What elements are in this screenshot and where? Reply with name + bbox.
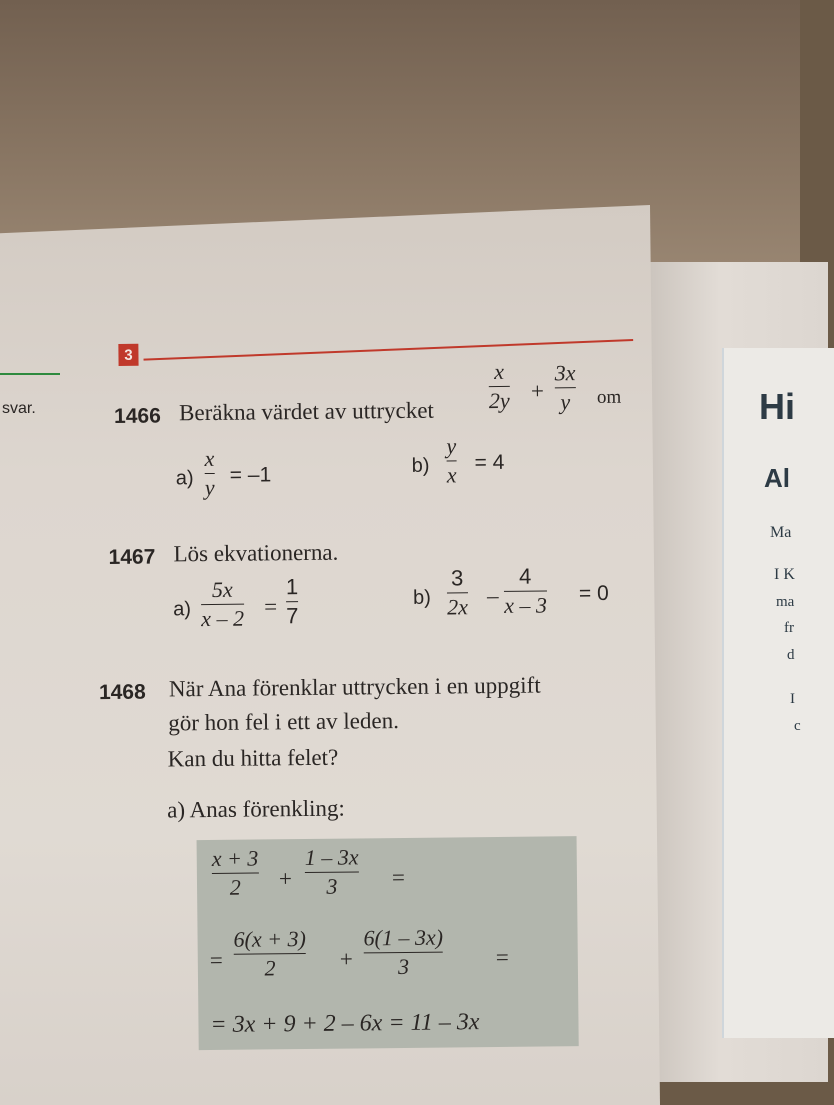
sub-question: a) Anas förenkling:: [167, 795, 345, 823]
numerator: 6(1 – 3x): [363, 924, 444, 951]
equals-sign: =: [263, 594, 278, 620]
operator: –: [486, 582, 499, 609]
numerator: 3: [450, 565, 464, 591]
operator: +: [278, 866, 293, 892]
problem-text-line: Kan du hitta felet?: [167, 744, 339, 772]
denominator: 7: [286, 603, 299, 629]
fraction: [286, 576, 299, 627]
fraction: [447, 567, 468, 618]
denominator: 2: [229, 874, 241, 900]
denominator: x – 2: [201, 605, 245, 632]
right-line: Ma: [770, 524, 792, 541]
numerator: 5x: [211, 576, 233, 602]
numerator: 1 – 3x: [304, 844, 359, 871]
denominator: x: [446, 462, 457, 488]
problem-number: 1468: [98, 680, 146, 705]
fraction: [201, 576, 245, 632]
fraction: [233, 928, 306, 980]
fraction: [555, 362, 576, 413]
problem-text: Beräkna värdet av uttrycket: [178, 397, 434, 426]
fraction: [211, 845, 259, 900]
fraction: [363, 924, 444, 980]
right-line: I K: [774, 566, 795, 583]
left-margin-text: svar.: [2, 400, 36, 417]
equation-rhs: = –1: [229, 463, 272, 487]
operator: +: [339, 946, 353, 972]
numerator: x: [204, 445, 215, 472]
equals-sign: =: [209, 947, 223, 974]
problem-text: Lös ekvationerna.: [173, 539, 339, 567]
numerator: x: [494, 358, 505, 385]
problem-text-line: När Ana förenklar uttrycken i en uppgift: [168, 672, 541, 702]
right-line: I: [790, 691, 795, 707]
right-heading: Hi: [759, 386, 795, 427]
fraction: [504, 565, 547, 616]
part-label: b): [412, 586, 431, 609]
equation-rhs: = 4: [474, 450, 505, 475]
chapter-rule: [144, 339, 634, 361]
chapter-badge: 3: [118, 344, 138, 366]
fraction: [446, 435, 456, 486]
right-line: ma: [776, 594, 795, 610]
denominator: 2x: [446, 594, 469, 620]
numerator: 6(x + 3): [233, 926, 306, 952]
simplification-line: = 3x + 9 + 2 – 6x = 11 – 3x: [210, 1009, 480, 1039]
numerator: 4: [518, 563, 532, 589]
right-line: d: [787, 647, 795, 663]
fraction: [305, 846, 359, 898]
problem-text-line: gör hon fel i ett av leden.: [168, 708, 400, 736]
equals-sign: =: [391, 864, 406, 891]
problem-suffix: om: [596, 386, 622, 408]
denominator: y: [204, 474, 215, 501]
operator: +: [530, 378, 544, 404]
part-label: b): [411, 454, 430, 477]
right-line: fr: [784, 620, 794, 636]
equals-sign: =: [495, 944, 509, 971]
denominator: 3: [397, 953, 410, 980]
equation-rhs: = 0: [578, 581, 609, 606]
fraction: [488, 358, 510, 414]
fraction: [204, 445, 215, 501]
part-label: a): [175, 467, 194, 490]
numerator: y: [446, 433, 457, 459]
part-label: a): [173, 598, 192, 621]
numerator: x + 3: [211, 845, 259, 871]
right-subheading: Al: [764, 463, 790, 493]
numerator: 1: [285, 574, 299, 600]
problem-number: 1467: [108, 545, 156, 570]
denominator: 2y: [488, 387, 510, 414]
denominator: 2: [264, 955, 276, 981]
denominator: 3: [326, 873, 338, 899]
denominator: y: [560, 389, 571, 415]
denominator: x – 3: [503, 592, 548, 618]
problem-number: 1466: [113, 404, 161, 428]
numerator: 3x: [554, 360, 576, 386]
solution-box: [197, 836, 579, 1050]
right-line: c: [794, 718, 801, 734]
